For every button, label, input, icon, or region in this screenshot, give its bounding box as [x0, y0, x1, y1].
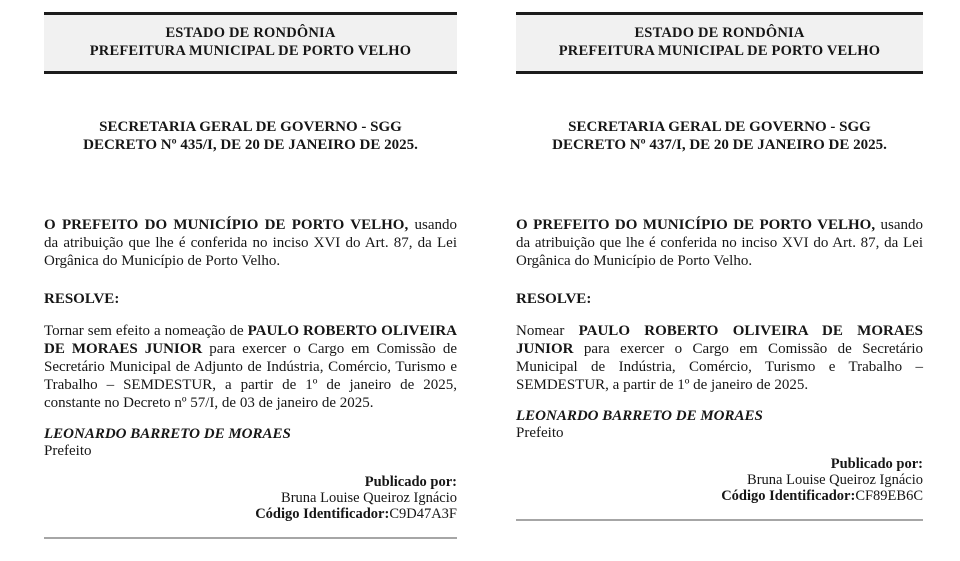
- preamble-rest: usando da atribuição que lhe é conferida no inciso XVI do Art. 87, da Lei Orgânica do Município de Porto Velho.: [44, 217, 457, 269]
- resolution-post: para exercer o Cargo em Comissão de Secretário Municipal de Adjunto de Indústria, Comércio, Turismo e Trabalho – SEMDESTUR, a partir de 1º de janeiro de 2025, constante no Decreto nº 57/I, de 03 de janeiro de 2025.: [44, 341, 457, 411]
- signature-role: Prefeito: [516, 425, 564, 441]
- agency-header: [516, 12, 923, 74]
- agency-municipality-line: PREFEITURA MUNICIPAL DE PORTO VELHO: [89, 43, 412, 59]
- published-by-name: Bruna Louise Queiroz Ignácio: [747, 472, 923, 488]
- signature-block: [44, 426, 457, 460]
- agency-header: [44, 12, 457, 74]
- signature-name: LEONARDO BARRETO DE MORAES: [44, 426, 291, 442]
- resolution-post: para exercer o Cargo em Comissão de Secretário Municipal de Indústria, Comércio, Turismo e Trabalho – SEMDESTUR, a partir de 1º de janeiro de 2025.: [516, 341, 923, 393]
- published-by-label: Publicado por:: [364, 474, 457, 490]
- resolution-paragraph: [516, 322, 923, 394]
- preamble-mayor-bold: O PREFEITO DO MUNICÍPIO DE PORTO VELHO,: [44, 217, 409, 233]
- preamble-paragraph: [44, 216, 457, 270]
- publication-block: [516, 456, 923, 504]
- decree-title: [44, 118, 457, 154]
- resolution-pre: Nomear: [516, 323, 579, 339]
- resolution-appointee-name: PAULO ROBERTO OLIVEIRA DE MORAES JUNIOR: [516, 323, 923, 357]
- decree-title: [516, 118, 923, 154]
- publication-block: [44, 474, 457, 522]
- decree-title-secretariat: SECRETARIA GERAL DE GOVERNO - SGG: [568, 119, 871, 135]
- identifier-label: Código Identificador:: [721, 488, 856, 504]
- agency-state-line: ESTADO DE RONDÔNIA: [634, 25, 805, 41]
- decree-title-secretariat: SECRETARIA GERAL DE GOVERNO - SGG: [99, 119, 402, 135]
- resolution-paragraph: [44, 322, 457, 412]
- decree-title-number: DECRETO Nº 435/I, DE 20 DE JANEIRO DE 2025.: [83, 137, 418, 153]
- decree-title-number: DECRETO Nº 437/I, DE 20 DE JANEIRO DE 2025.: [552, 137, 887, 153]
- section-divider: [44, 537, 457, 539]
- preamble-rest: usando da atribuição que lhe é conferida no inciso XVI do Art. 87, da Lei Orgânica do Município de Porto Velho.: [516, 217, 924, 269]
- published-by-label: Publicado por:: [830, 456, 923, 472]
- identifier-label: Código Identificador:: [255, 506, 390, 522]
- signature-block: [516, 408, 923, 442]
- agency-municipality-line: PREFEITURA MUNICIPAL DE PORTO VELHO: [558, 43, 881, 59]
- preamble-mayor-bold: O PREFEITO DO MUNICÍPIO DE PORTO VELHO,: [516, 217, 876, 233]
- resolution-pre: Tornar sem efeito a nomeação de: [44, 323, 248, 339]
- decree-column-right: [516, 12, 923, 539]
- decree-column-left: [44, 12, 457, 539]
- preamble-paragraph: [516, 216, 923, 270]
- resolution-appointee-name: PAULO ROBERTO OLIVEIRA DE MORAES JUNIOR: [44, 323, 458, 357]
- resolve-label: RESOLVE:: [44, 291, 120, 307]
- identifier-line: [44, 506, 457, 522]
- signature-role: Prefeito: [44, 443, 92, 459]
- signature-name: LEONARDO BARRETO DE MORAES: [516, 408, 763, 424]
- agency-state-line: ESTADO DE RONDÔNIA: [165, 25, 336, 41]
- resolve-label: RESOLVE:: [516, 291, 592, 307]
- identifier-line: [516, 488, 923, 504]
- identifier-code: C9D47A3F: [389, 506, 457, 522]
- identifier-code: CF89EB6C: [855, 488, 923, 504]
- section-divider: [516, 519, 923, 521]
- published-by-name: Bruna Louise Queiroz Ignácio: [281, 490, 457, 506]
